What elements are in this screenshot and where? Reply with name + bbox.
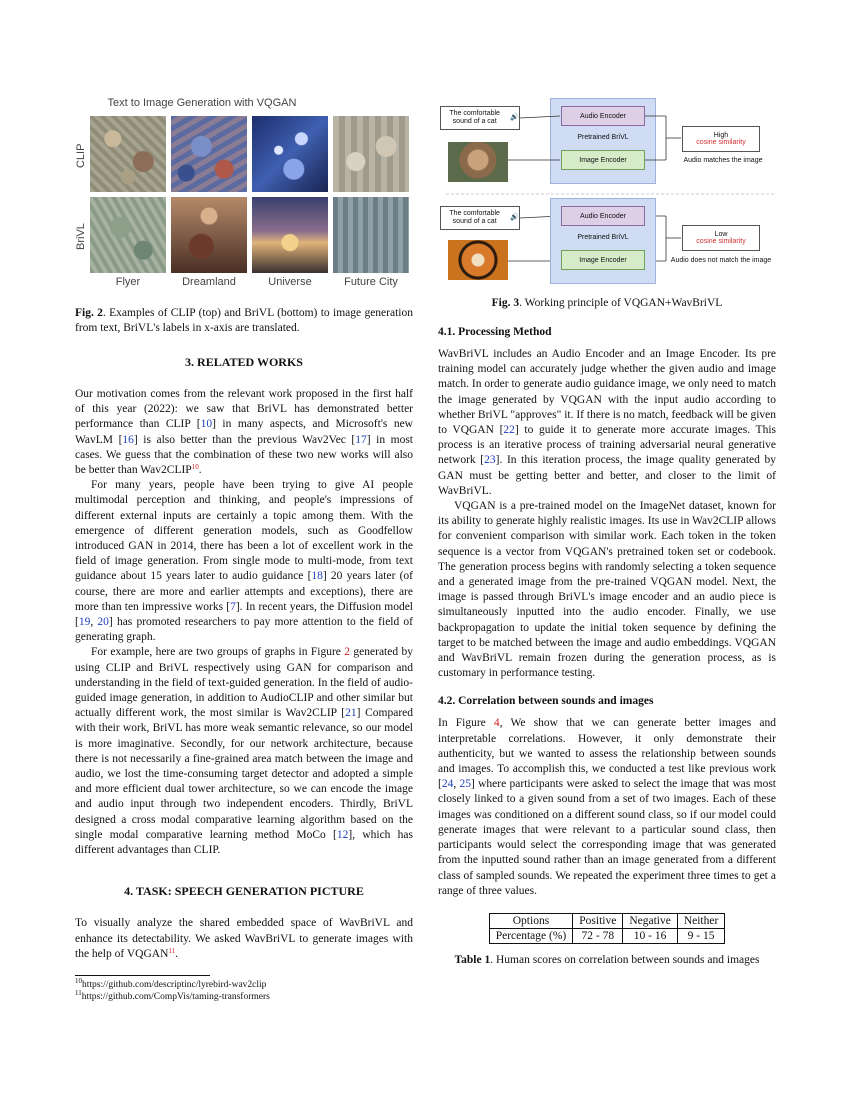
table-header-cell: Negative <box>623 913 678 928</box>
footnote-10: $^{10}$https://github.com/descriptinc/lyrebird-wav2clip <box>75 977 267 990</box>
fig2-clip-futurecity-image <box>333 116 409 192</box>
section-4-2-title: 4.2. Correlation between sounds and images <box>438 695 654 708</box>
fig3-top-image-encoder: Image Encoder <box>561 150 645 170</box>
footnote-11: $^{11}$https://github.com/CompVis/taming-transformers <box>75 989 270 1002</box>
fig2-col-label-dreamland: Dreamland <box>182 276 236 288</box>
table-cell: Percentage (%) <box>489 928 573 943</box>
table-header-cell: Options <box>489 913 573 928</box>
fig2-caption-label: Fig. 2 <box>75 307 103 319</box>
table-1-caption-label: Table 1 <box>454 953 491 966</box>
fig2-clip-universe-image <box>252 116 328 192</box>
fig3-bottom-cosine-label: cosine similarity <box>696 238 746 245</box>
speaker-icon: 🔊 <box>510 114 519 121</box>
fig2-brivl-futurecity-image <box>333 197 409 273</box>
citation-link[interactable]: 7 <box>230 600 236 613</box>
table-cell: 9 - 15 <box>677 928 724 943</box>
fig2-row-label-brivl: BriVL <box>75 223 87 250</box>
section-4-title: 4. TASK: SPEECH GENERATION PICTURE <box>124 884 364 899</box>
fig3-top-cosine-label: cosine similarity <box>696 139 746 146</box>
table-header-row <box>489 913 725 928</box>
fig3-caption <box>438 296 776 311</box>
citation-link[interactable]: 16 <box>122 433 134 446</box>
fig2-clip-flyer-image <box>90 116 166 192</box>
footnotes <box>75 979 413 1003</box>
fig3-bottom-tiger-image <box>448 240 508 280</box>
fig2-brivl-universe-image <box>252 197 328 273</box>
table-1-caption <box>438 953 776 968</box>
fig2-caption-text: . Examples of CLIP (top) and BriVL (bottom) to image generation from text, BriVL's labels in x-axis are translated. <box>75 307 413 334</box>
citation-link[interactable]: 18 <box>311 570 323 583</box>
footnote-link[interactable]: 11 <box>168 946 176 955</box>
figure-3 <box>438 96 778 282</box>
citation-link[interactable]: 21 <box>345 707 357 720</box>
table-1-caption-text: . Human scores on correlation between sounds and images <box>490 953 760 966</box>
fig2-clip-dreamland-image <box>171 116 247 192</box>
fig3-diagram <box>438 96 778 282</box>
table-1-wrapper <box>438 913 776 944</box>
fig2-col-label-futurecity: Future City <box>344 276 398 288</box>
fig2-brivl-flyer-image <box>90 197 166 273</box>
section-3-title: 3. RELATED WORKS <box>185 355 303 369</box>
fig2-col-label-universe: Universe <box>268 276 312 288</box>
fig3-top-sound-box: The comfortable sound of a cat 🔊 <box>440 106 520 130</box>
citation-link[interactable]: 25 <box>459 778 472 791</box>
table-row <box>489 928 725 943</box>
section-4-1-title: 4.1. Processing Method <box>438 326 552 338</box>
table-header-cell: Positive <box>573 913 623 928</box>
fig3-high-label: High <box>713 132 729 139</box>
fig3-bottom-similarity-box <box>682 225 760 251</box>
citation-link[interactable]: 12 <box>336 828 349 841</box>
fig3-caption-label: Fig. 3 <box>491 297 520 309</box>
citation-link[interactable]: 23 <box>484 454 496 467</box>
citation-link[interactable]: 10 <box>200 418 213 431</box>
sec3-paragraph-1: Our motivation comes from the relevant work proposed in the first half of this year (2022): we saw that BriVL has demonstrated better performance than CLIP [10] in many aspects, and Microsoft's new WavLM [16] is also better than the previous Wav2Vec [17] in most cases. We guess that the combination of these two new works will also be better than Wav2CLIP$^{10}$. <box>75 388 413 477</box>
footnote-rule <box>75 975 210 976</box>
fig2-brivl-dreamland-image <box>171 197 247 273</box>
sec3-paragraph-2: For many years, people have been trying to give AI people multimodal perception and thinking, and people's impressions of different external inputs are certainly a topic among them. With the emergence of different generation models, such as Goodfellow introduced GAN in 2014, there has been a lot of excellent work in the field of image generation. From single mode to multi-mode, from text guidance about 15 years later to audio guidance [18] 20 years later (of course, there are more and earlier attempts and exceptions), there are more than ten impressive works [7]. In recent years, the Diffusion model [19, 20] has promoted researchers to pay more attention to the field of generating graph. <box>75 479 414 644</box>
figure-link[interactable]: 2 <box>344 646 351 659</box>
figure-link[interactable]: 4 <box>493 717 500 730</box>
fig3-nomatch-label: Audio does not match the image <box>670 256 772 264</box>
speaker-icon: 🔊 <box>510 214 519 221</box>
fig3-caption-text: . Working principle of VQGAN+WavBriVL <box>519 297 723 309</box>
fig3-low-label: Low <box>714 231 728 238</box>
table-cell: 72 - 78 <box>573 928 623 943</box>
sec3-paragraph-3: For example, here are two groups of graphs in Figure 2 generated by using CLIP and BriVL respectively using GAN for comparison and understanding in the field of text-guided generation. In the field of audio-guided image generation, in addition to AudioCLIP and other similar but actually different work, the most similar is Wav2CLIP [21] Compared with their work, BriVL has more weak semantic relevance, so our model is more imaginative. Secondly, for our network architecture, because there is not necessarily a fine-grained area match between the image and audio, we lost the time-consuming target detector and adopted a simple and more efficient dual tower architecture, so we can encode the image and audio input through two independent encoders. Thirdly, BriVL designed a cross modal comparative learning algorithm based on the single modal comparative learning method MoCo [12], which has different advantages than CLIP. <box>75 646 414 857</box>
fig3-top-pretrained-label: Pretrained BriVL <box>577 133 629 141</box>
fig2-title: Text to Image Generation with VQGAN <box>107 97 297 109</box>
fig3-bottom-audio-encoder: Audio Encoder <box>561 206 645 226</box>
fig3-bottom-sound-box: The comfortable sound of a cat 🔊 <box>440 206 520 230</box>
fig2-col-label-flyer: Flyer <box>115 276 141 288</box>
fig2-row-label-clip: CLIP <box>75 143 87 168</box>
table-1 <box>489 913 726 944</box>
table-header-cell: Neither <box>677 913 724 928</box>
fig3-top-audio-encoder: Audio Encoder <box>561 106 645 126</box>
fig3-bottom-pretrained-label: Pretrained BriVL <box>577 233 629 241</box>
sec42-paragraph-1: In Figure 4, We show that we can generate better images and interpretable correlations. However, it only demonstrate their authenticity, but we wanted to assess the relationship between sounds and images. To accomplish this, we conducted a test like previous work [24, 25] where participants were asked to select the image that was most closely linked to a given sound from a set of two images. Each of these images was conditioned on a different sound class, so if our model could generate images that were relevant to a particular sound class, then participants would select the corresponding image that was generated from the inputted sound rather than an image generated from a different class of sampled sounds. We repeated the experiment three times to get a range of three values. <box>438 717 777 897</box>
sec41-paragraph-1: WavBriVL includes an Audio Encoder and an Image Encoder. Its pre training model can accurately judge whether the given audio and image match. In order to generate audio guidance image, we only need to match the image generated by VQGAN with the input audio according to whether BriVL "approves" it. If there is no match, feedback will be given to VQGAN [22] to guide it to generate more accurate images. This process is an iterative process of training adversarial neural generative network [23]. In this iteration process, the image quality generated by GAN must be getting better and better, and closer to the limit of WavBriVL. <box>438 348 776 497</box>
fig3-bottom-image-encoder: Image Encoder <box>561 250 645 270</box>
citation-link[interactable]: 22 <box>503 424 515 437</box>
citation-link[interactable]: 20 <box>97 616 109 629</box>
table-cell: 10 - 16 <box>623 928 678 943</box>
fig3-match-label: Audio matches the image <box>683 156 763 164</box>
footnote-link[interactable]: 10 <box>191 463 199 472</box>
citation-link[interactable]: 19 <box>78 616 91 629</box>
citation-link[interactable]: 17 <box>355 433 367 446</box>
sec4-paragraph-1: To visually analyze the shared embedded space of WavBriVL and enhance its detectability. We asked WavBriVL to generate images with the help of VQGAN$^{11}$. <box>75 917 413 960</box>
sec41-paragraph-2: VQGAN is a pre-trained model on the ImageNet dataset, known for its ability to generate highly realistic images. Its use in Wav2CLIP allows for convenient comparison with similar work. Each token in the token sequence is a vector from VQGAN's pretrained token set or codebook. The generation process begins with randomly selecting a token sequence and a generated image from the pre-trained VQGAN model. Next, the image is passed through BriVL's image encoder and an audio piece is simultaneously inputted into the audio encoder. Finally, we use backpropagation to update the initial token sequence by defining the target to be matched between the image and audio embeddings. VQGAN and WavBriVL remain frozen during the generation process, as is customary in performance testing. <box>438 500 776 680</box>
citation-link[interactable]: 24 <box>441 778 454 791</box>
fig2-caption <box>75 306 413 336</box>
